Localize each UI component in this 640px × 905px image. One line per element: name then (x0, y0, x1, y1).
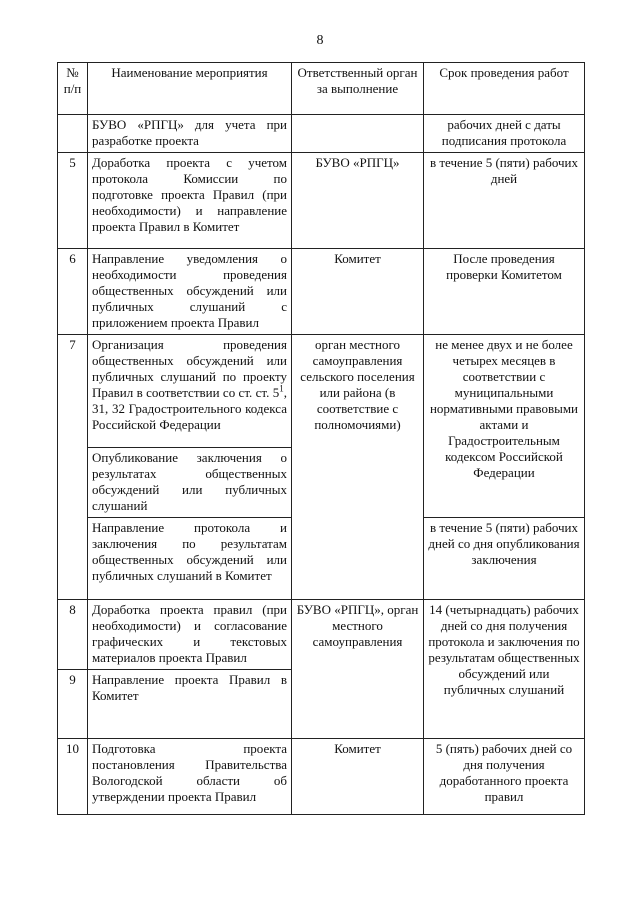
table-row (58, 600, 585, 670)
page-number: 8 (316, 33, 324, 48)
row-name: Опубликование заключения о результатах общественных обсуждений или публичных слушаний (88, 448, 292, 518)
row-num: 5 (58, 153, 88, 249)
row-responsible: БУВО «РПГЦ», орган местного самоуправления (292, 600, 424, 739)
table-row (58, 739, 585, 815)
row-responsible: Комитет (292, 249, 424, 335)
header-term: Срок проведения работ (424, 63, 585, 115)
row-term: не менее двух и не более четырех месяцев в соответствии с муниципальными нормативными правовыми актами и Градостроительным кодексом Российской Федерации (424, 335, 585, 518)
row-term: После проведения проверки Комитетом (424, 249, 585, 335)
row-num: 7 (58, 335, 88, 600)
table-row (58, 249, 585, 335)
row-num: 6 (58, 249, 88, 335)
table-row (58, 115, 585, 153)
row-term: 14 (четырнадцать) рабочих дней со дня получения протокола и заключения по результатам общественных обсуждений или публичных слушаний (424, 600, 585, 739)
row-name-text: Организация проведения общественных обсуждений или публичных слушаний по проекту Правил в соответствии со ст. ст. 5 (92, 337, 287, 400)
row-term: 5 (пять) рабочих дней со дня получения доработанного проекта правил (424, 739, 585, 815)
header-responsible: Ответственный орган за выполнение (292, 63, 424, 115)
row-num: 8 (58, 600, 88, 670)
row-num: 10 (58, 739, 88, 815)
row-responsible: БУВО «РПГЦ» (292, 153, 424, 249)
row-term: в течение 5 (пяти) рабочих дней (424, 153, 585, 249)
row-term: в течение 5 (пяти) рабочих дней со дня опубликования заключения (424, 518, 585, 600)
row-name: Направление проекта Правил в Комитет (88, 670, 292, 739)
schedule-table (57, 62, 585, 815)
row-num (58, 115, 88, 153)
row-name-text-rest: , 31, 32 Градостроительного кодекса Российской Федерации (92, 385, 287, 432)
header-name: Наименование мероприятия (88, 63, 292, 115)
row-name: Направление протокола и заключения по результатам общественных обсуждений или публичных слушаний в Комитет (88, 518, 292, 600)
row-name-superscript: 1 (279, 383, 284, 394)
table-row (58, 153, 585, 249)
row-responsible: орган местного самоуправления сельского поселения или района (в соответствие с полномочиями) (292, 335, 424, 600)
row-term: рабочих дней с даты подписания протокола (424, 115, 585, 153)
table-header-row (58, 63, 585, 115)
header-num: № п/п (58, 63, 88, 115)
row-name: БУВО «РПГЦ» для учета при разработке проекта (88, 115, 292, 153)
row-responsible (292, 115, 424, 153)
row-name: Доработка проекта с учетом протокола Комиссии по подготовке проекта Правил (при необходимости) и направление проекта Правил в Комитет (88, 153, 292, 249)
row-name: Доработка проекта правил (при необходимости) и согласование графических и текстовых материалов проекта Правил (88, 600, 292, 670)
table-row (58, 335, 585, 448)
row-name: Направление уведомления о необходимости проведения общественных обсуждений или публичных слушаний с приложением проекта Правил (88, 249, 292, 335)
row-num: 9 (58, 670, 88, 739)
row-name (88, 335, 292, 448)
row-responsible: Комитет (292, 739, 424, 815)
row-name: Подготовка проекта постановления Правительства Вологодской области об утверждении проекта Правил (88, 739, 292, 815)
